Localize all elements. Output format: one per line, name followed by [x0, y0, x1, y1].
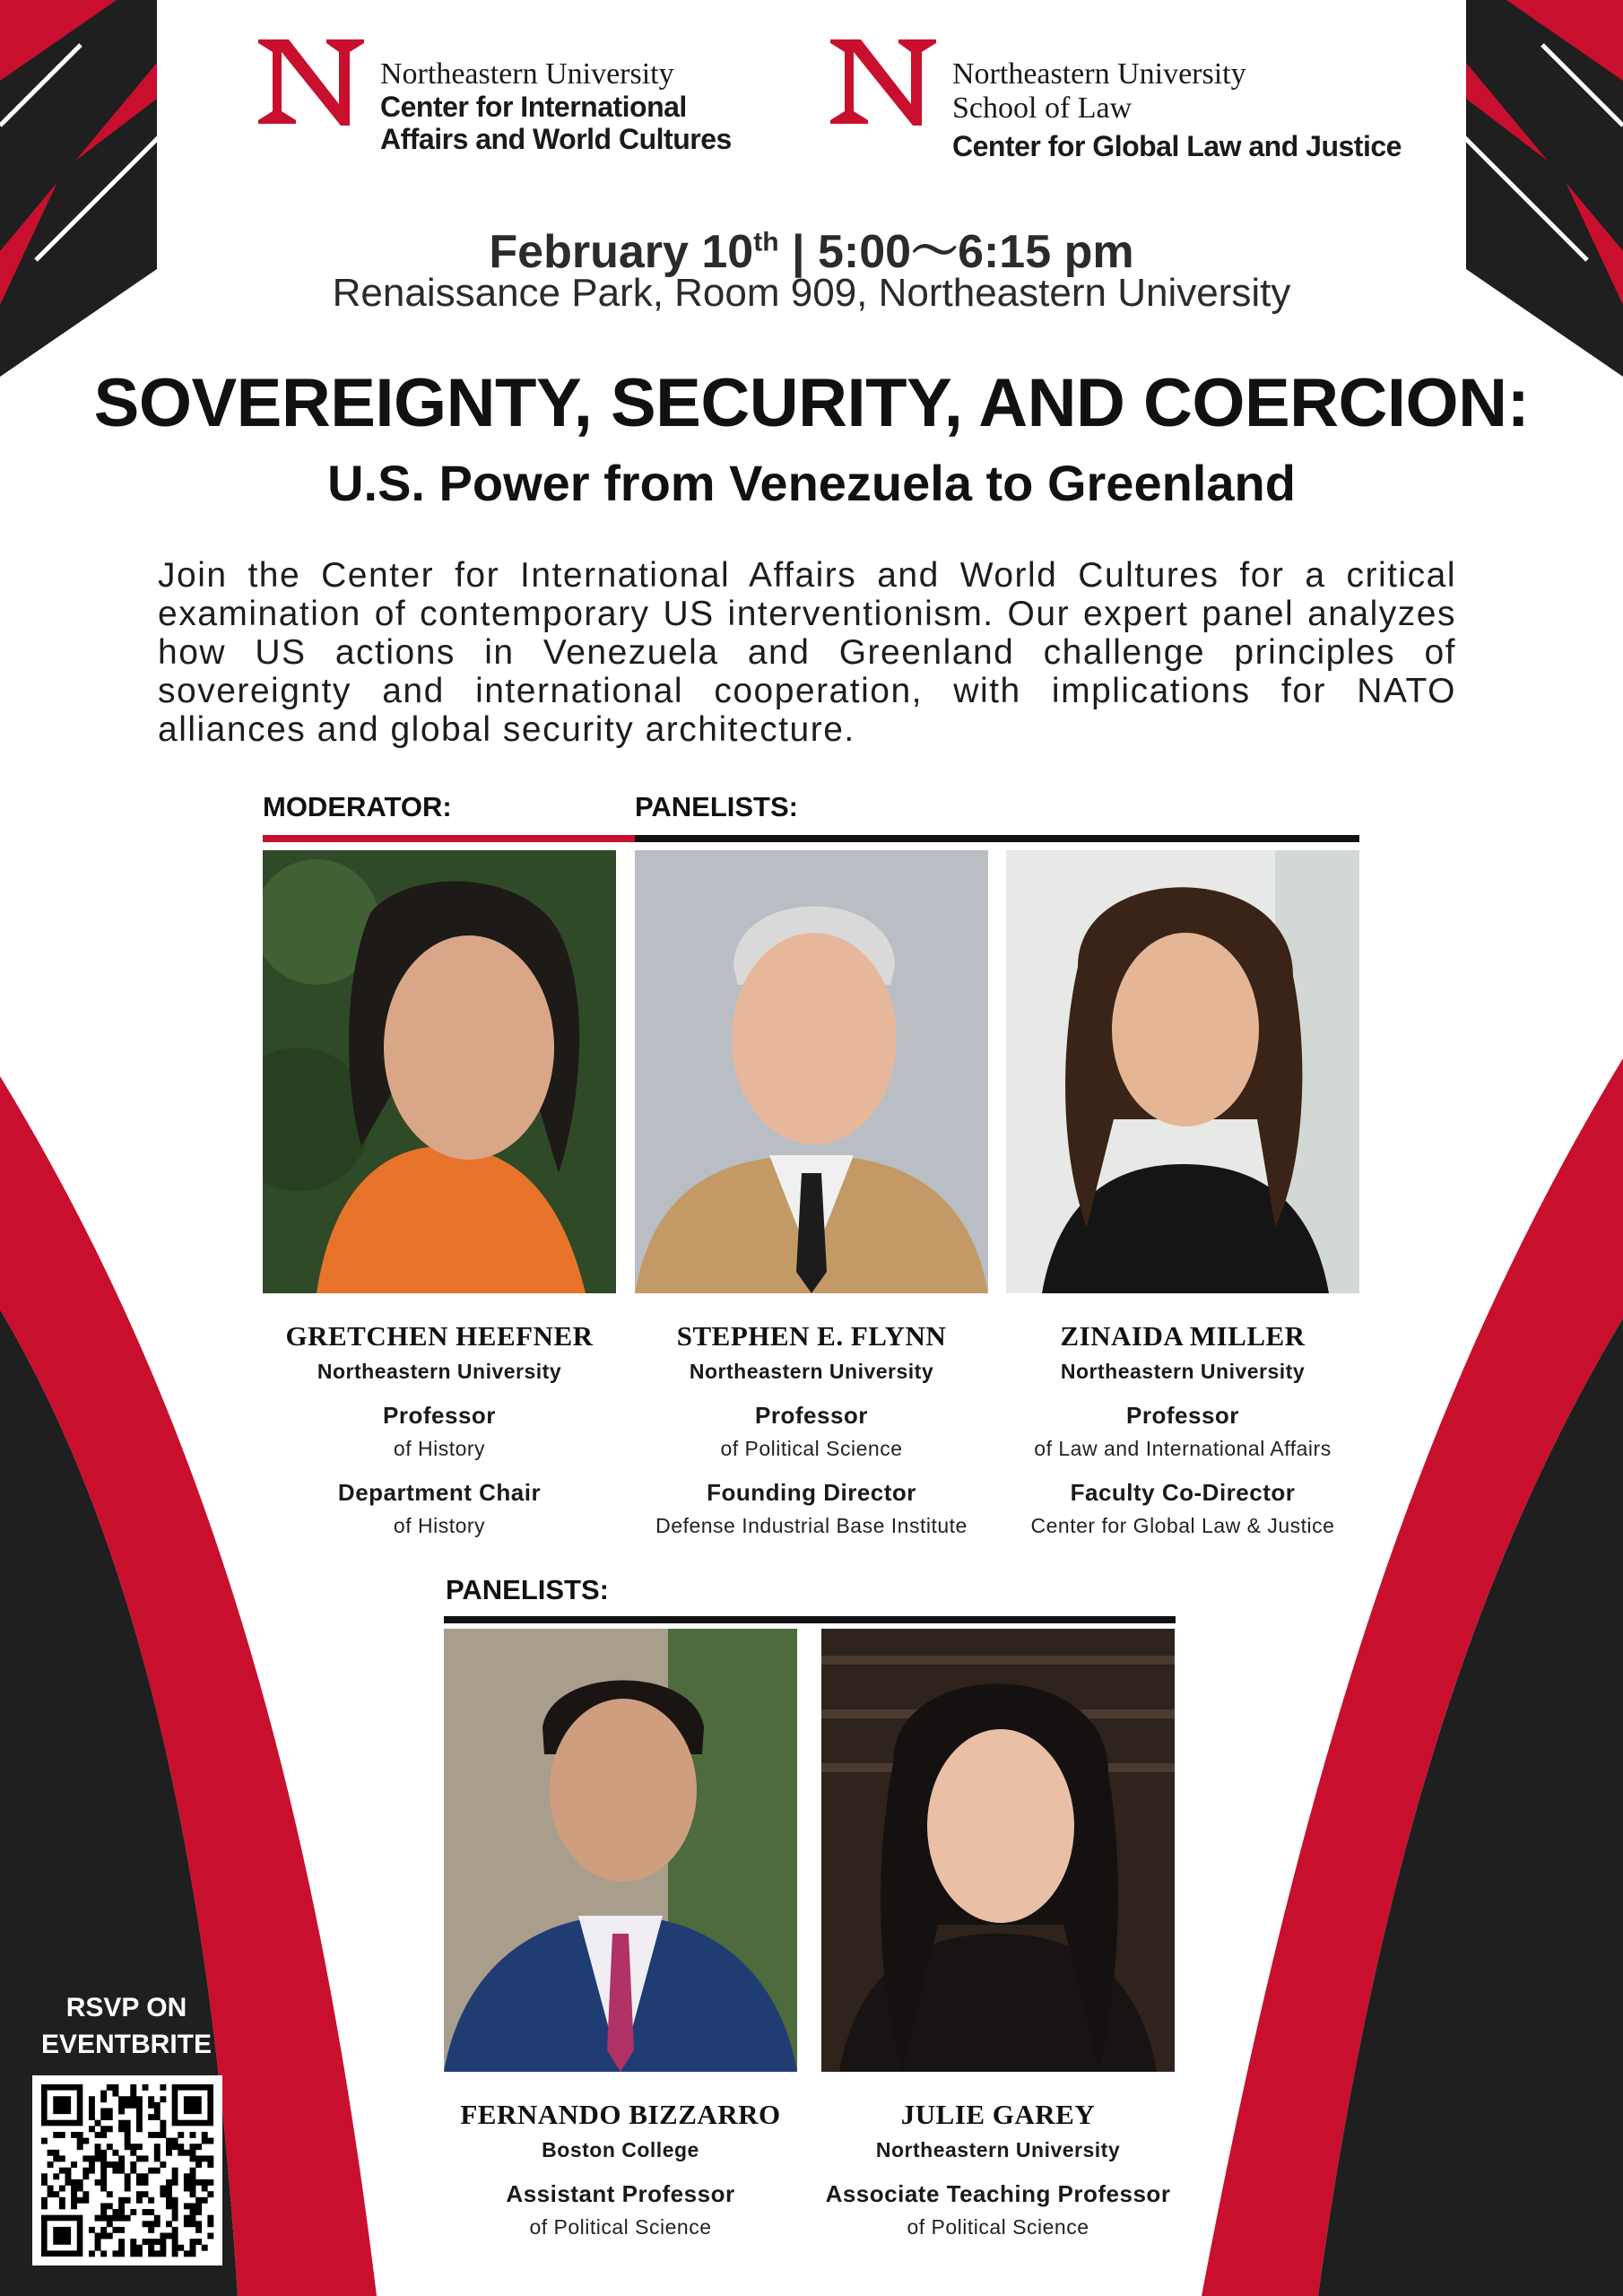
panelists-label-top: PANELISTS: — [635, 791, 798, 822]
panelist-affiliation: Northeastern University — [689, 1360, 934, 1383]
page-subtitle: U.S. Power from Venezuela to Greenland — [327, 455, 1296, 511]
event-date-suffix: th — [753, 227, 779, 257]
panelist-dept-2: Defense Industrial Base Institute — [655, 1514, 968, 1537]
panelist-dept-1: of Political Science — [720, 1437, 903, 1460]
panelist-info — [808, 2099, 1188, 2239]
panelist-info — [621, 1320, 1002, 1538]
logo-ciawc — [253, 32, 732, 156]
panelist-role-1: Professor — [1126, 1402, 1239, 1429]
photo-gretchen-heefner — [263, 850, 616, 1293]
logo-school-of-law — [825, 32, 1402, 163]
panelist-affiliation: Northeastern University — [1060, 1360, 1306, 1383]
panelist-name: FERNANDO BIZZARRO — [460, 2099, 781, 2130]
rsvp-line-1: RSVP ON — [65, 1993, 187, 2022]
moderator-role-2: Department Chair — [337, 1479, 542, 1506]
top-right-corner-ornament — [1462, 0, 1623, 377]
panelist-name: ZINAIDA MILLER — [1060, 1320, 1306, 1352]
qr-code-graphic — [32, 2075, 222, 2266]
panelist-info — [430, 2099, 811, 2239]
moderator-label: MODERATOR: — [263, 791, 452, 822]
panelist-role-1: Assistant Professor — [506, 2180, 735, 2207]
northeastern-n-logo-icon — [253, 32, 369, 131]
panelist-affiliation: Northeastern University — [875, 2138, 1121, 2161]
logo-left-center-line1: Center for International — [380, 91, 687, 124]
photo-julie-garey — [821, 1629, 1175, 2072]
panelists-label-bottom: PANELISTS: — [446, 1574, 609, 1605]
panelist-role-1: Associate Teaching Professor — [825, 2180, 1171, 2207]
logo-left-center-line2: Affairs and World Cultures — [380, 122, 732, 155]
panelist-role-2: Faculty Co-Director — [1070, 1479, 1296, 1506]
panelist-role-2: Founding Director — [707, 1479, 916, 1506]
panelist-dept-1: of Political Science — [907, 2215, 1089, 2239]
moderator-dept-2: of History — [393, 1514, 486, 1537]
panelist-name: STEPHEN E. FLYNN — [676, 1320, 947, 1352]
event-time: | 5:00〜6:15 pm — [778, 226, 1134, 278]
logo-right-center: Center for Global Law and Justice — [952, 130, 1402, 163]
panelist-dept-1: of Political Science — [529, 2215, 712, 2239]
moderator-affiliation: Northeastern University — [317, 1360, 562, 1383]
panelists-rule-bottom — [444, 1616, 1176, 1623]
event-description: Join the Center for International Affairs and World Cultures for a critical examination of contemporary US interventionism. Our expert panel analyzes how US actions in Venezuela and Greenland challenge principles of sovereignty and international cooperation, with implications for NATO alliances and global security architecture. — [158, 556, 1456, 749]
panelists-rule-top — [635, 835, 1359, 842]
panelist-dept-1: of Law and International Affairs — [1034, 1437, 1332, 1460]
top-left-corner-ornament — [0, 0, 161, 377]
event-venue: Renaissance Park, Room 909, Northeastern University — [332, 271, 1291, 315]
rsvp-line-2: EVENTBRITE — [40, 2030, 213, 2059]
photo-zinaida-miller — [1006, 850, 1359, 1293]
logo-right-university: Northeastern University — [952, 57, 1246, 91]
photo-stephen-flynn — [635, 850, 988, 1293]
northeastern-n-logo-icon — [825, 32, 942, 131]
panelist-name: JULIE GAREY — [900, 2099, 1096, 2130]
photo-fernando-bizzarro — [444, 1629, 797, 2072]
moderator-rule — [263, 835, 635, 842]
panelist-dept-2: Center for Global Law & Justice — [1030, 1514, 1335, 1537]
qr-code-icon[interactable] — [32, 2075, 222, 2266]
rsvp-label — [27, 1989, 226, 2063]
moderator-dept-1: of History — [393, 1437, 486, 1460]
moderator-role-1: Professor — [383, 1402, 496, 1429]
panelist-role-1: Professor — [755, 1402, 868, 1429]
logo-left-university: Northeastern University — [380, 57, 674, 91]
panelist-info — [988, 1320, 1377, 1538]
moderator-info — [249, 1320, 629, 1538]
page-title: SOVEREIGNTY, SECURITY, AND COERCION: — [93, 365, 1530, 441]
event-date: February 10 — [489, 226, 754, 278]
moderator-name: GRETCHEN HEEFNER — [285, 1320, 594, 1352]
logo-right-school: School of Law — [952, 91, 1133, 126]
panelist-affiliation: Boston College — [542, 2138, 699, 2161]
